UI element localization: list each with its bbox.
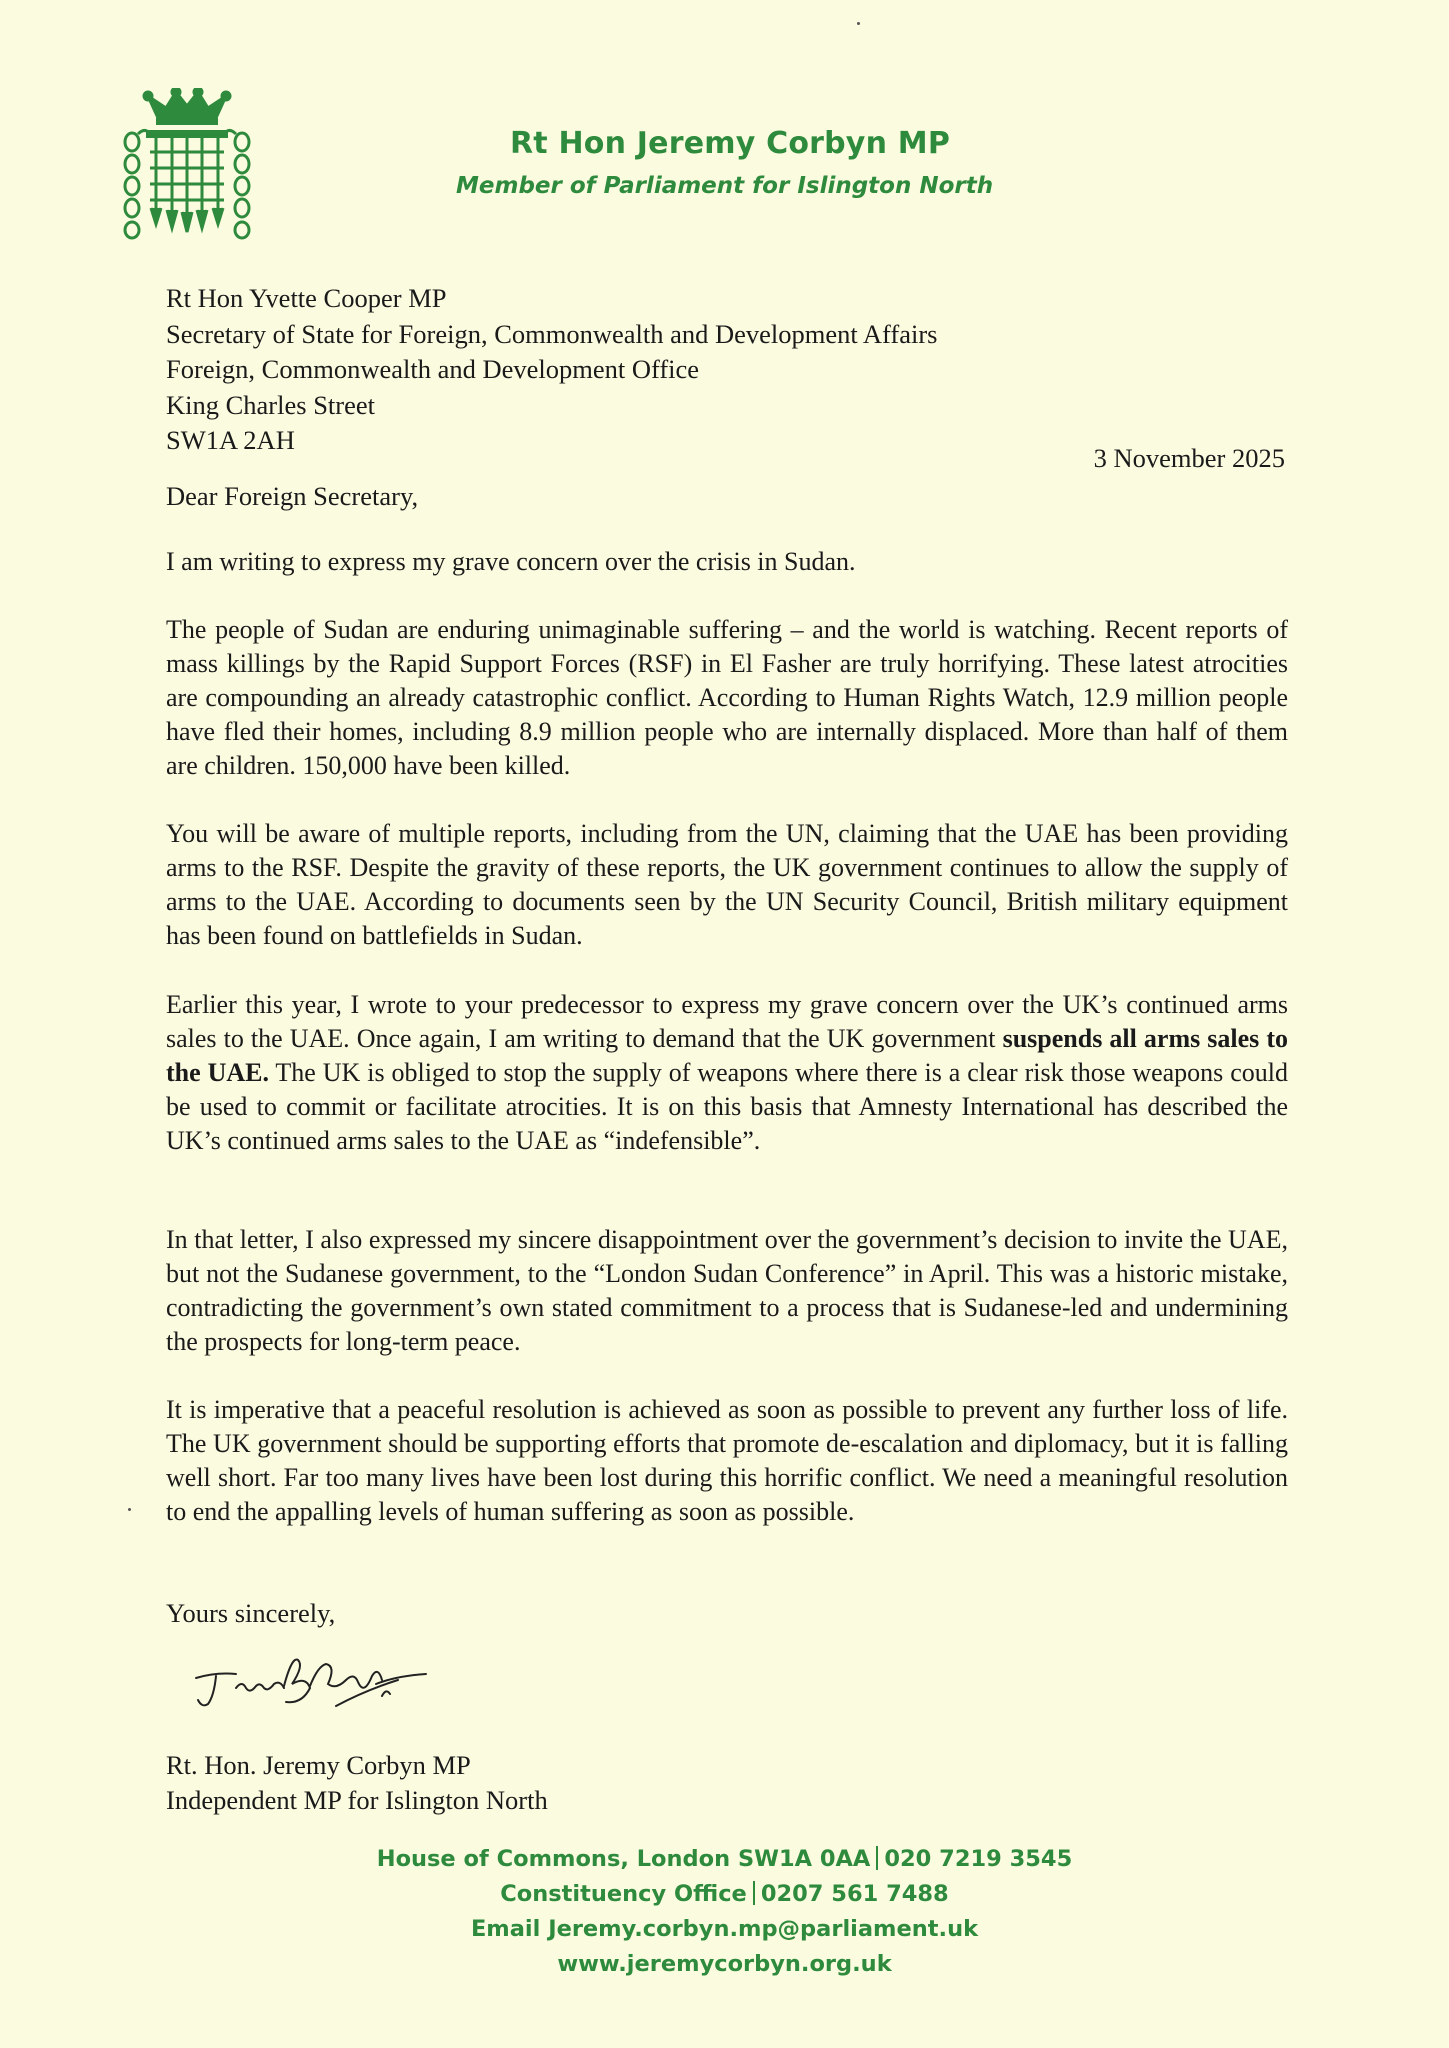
footer-phone: 020 7219 3545 xyxy=(884,1846,1073,1872)
scan-speck xyxy=(857,22,860,25)
footer-address: House of Commons, London SW1A 0AA xyxy=(376,1846,871,1872)
footer-email[interactable]: Email Jeremy.corbyn.mp@parliament.uk xyxy=(470,1916,979,1942)
paragraph-3: You will be aware of multiple reports, including from the UN, claiming that the UAE has been providing arms to the RSF. Despite the gravity of these reports, the UK government continues to allow the supply of arms to the UAE. According to documents seen by the UN Security Council, British military equipment has been found on battlefields in Sudan. xyxy=(166,819,1288,950)
paragraph-4-text: Earlier this year, I wrote to your predecessor to express my grave concern over the UK’s continued arms sales to the UAE. Once again, I am writing to demand that the UK government xyxy=(166,990,1288,1053)
paragraph-4-bold: suspends all arms sales to the UAE. xyxy=(166,1024,1288,1087)
paragraph-5: In that letter, I also expressed my sincere disappointment over the government’s decision to invite the UAE, but not the Sudanese government, to the “London Sudan Conference” in April. This was a historic mistake, contradicting the government’s own stated commitment to a process that is Sudanese-led and undermining the prospects for long-term peace. xyxy=(166,1225,1288,1356)
paragraph-1: I am writing to express my grave concern over the crisis in Sudan. xyxy=(166,547,856,576)
footer-office-line xyxy=(0,1877,1449,1912)
recipient-line: Foreign, Commonwealth and Development Office xyxy=(166,354,700,384)
salutation: Dear Foreign Secretary, xyxy=(166,481,419,511)
paragraph-4-text-end: The UK is obliged to stop the supply of weapons where there is a clear risk those weapons could be used to commit or facilitate atrocities. It is on this basis that Amnesty International has described the UK’s continued arms sales to the UAE as “indefensible”. xyxy=(166,1058,1288,1155)
letter-date: 3 November 2025 xyxy=(1093,443,1285,473)
footer-divider xyxy=(753,1881,755,1905)
closing: Yours sincerely, xyxy=(166,1598,336,1628)
letterhead-name: Rt Hon Jeremy Corbyn MP xyxy=(510,126,951,161)
footer-office: Constituency Office xyxy=(500,1881,747,1907)
recipient-line: Secretary of State for Foreign, Commonwealth and Development Affairs xyxy=(166,318,938,349)
paragraph-4 xyxy=(166,988,1288,1158)
portcullis-crest-icon xyxy=(118,88,256,240)
recipient-address xyxy=(166,281,938,459)
paragraph-6: It is imperative that a peaceful resolution is achieved as soon as possible to prevent any further loss of life. The UK government should be supporting efforts that promote de-escalation and diplomacy, but it is falling well short. Far too many lives have been lost during this horrific conflict. We need a meaningful resolution to end the appalling levels of human suffering as soon as possible. xyxy=(166,1395,1288,1526)
scan-speck xyxy=(128,1508,131,1511)
letterhead-footer xyxy=(0,1842,1449,1982)
handwritten-signature-icon xyxy=(186,1636,446,1726)
letterhead-subtitle: Member of Parliament for Islington North xyxy=(456,173,994,199)
footer-office-phone: 0207 561 7488 xyxy=(760,1881,949,1907)
footer-website[interactable]: www.jeremycorbyn.org.uk xyxy=(557,1951,892,1977)
recipient-line: SW1A 2AH xyxy=(166,425,295,455)
footer-address-line xyxy=(0,1842,1449,1877)
signoff-name: Rt. Hon. Jeremy Corbyn MP xyxy=(166,1750,471,1780)
recipient-line: Rt Hon Yvette Cooper MP xyxy=(166,283,447,313)
footer-divider xyxy=(876,1846,878,1870)
signoff-block xyxy=(166,1748,548,1818)
recipient-line: King Charles Street xyxy=(166,389,376,420)
signoff-title: Independent MP for Islington North xyxy=(166,1785,548,1815)
paragraph-2: The people of Sudan are enduring unimaginable suffering – and the world is watching. Recent reports of mass killings by the Rapid Support Forces (RSF) in El Fasher are truly horrifying. These latest atrocities are compounding an already catastrophic conflict. According to Human Rights Watch, 12.9 million people have fled their homes, including 8.9 million people who are internally displaced. More than half of them are children. 150,000 have been killed. xyxy=(166,615,1288,780)
